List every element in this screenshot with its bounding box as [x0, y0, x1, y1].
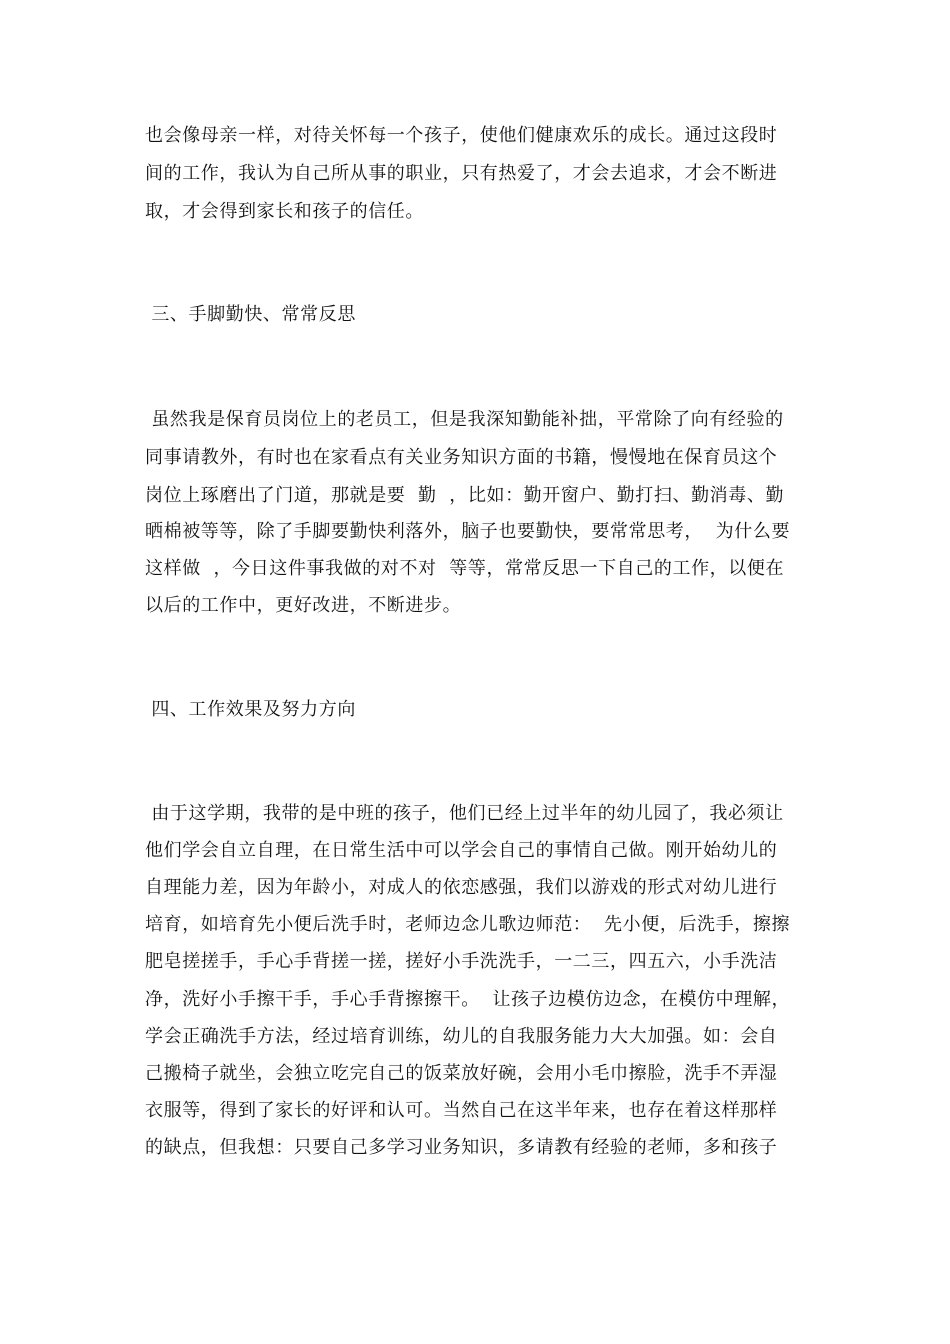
section-heading-3: 三、手脚勤快、常常反思	[145, 304, 356, 325]
paragraph-line: 培育，如培育先小便后洗手时，老师边念儿歌边师范： 先小便，后洗手，擦擦	[145, 914, 791, 935]
paragraph-line: 晒棉被等等，除了手脚要勤快利落外，脑子也要勤快，要常常思考， 为什么要	[145, 521, 791, 542]
paragraph-line: 衣服等，得到了家长的好评和认可。当然自己在这半年来，也存在着这样那样	[145, 1100, 778, 1121]
paragraph-line: 间的工作，我认为自己所从事的职业，只有热爱了，才会去追求，才会不断进	[145, 163, 778, 184]
paragraph-line: 自理能力差，因为年龄小，对成人的依恋感强，我们以游戏的形式对幼儿进行	[145, 877, 778, 898]
paragraph-line: 的缺点，但我想：只要自己多学习业务知识，多请教有经验的老师，多和孩子	[145, 1137, 778, 1158]
paragraph-line: 己搬椅子就坐，会独立吃完自己的饭菜放好碗，会用小毛巾擦脸，洗手不弄湿	[145, 1063, 778, 1084]
paragraph-line: 由于这学期，我带的是中班的孩子，他们已经上过半年的幼儿园了，我必须让	[145, 803, 784, 824]
paragraph-line: 肥皂搓搓手，手心手背搓一搓，搓好小手洗洗手，一二三，四五六，小手洗洁	[145, 951, 778, 972]
section-heading-4: 四、工作效果及努力方向	[145, 699, 356, 720]
paragraph-line: 也会像母亲一样，对待关怀每一个孩子，使他们健康欢乐的成长。通过这段时	[145, 125, 778, 146]
paragraph-line: 这样做 ，今日这件事我做的对不对 等等，常常反思一下自己的工作，以便在	[145, 558, 785, 579]
paragraph-line: 岗位上琢磨出了门道，那就是要 勤 ，比如：勤开窗户、勤打扫、勤消毒、勤	[145, 485, 785, 506]
paragraph-line: 他们学会自立自理，在日常生活中可以学会自己的事情自己做。刚开始幼儿的	[145, 840, 778, 861]
paragraph-line: 同事请教外，有时也在家看点有关业务知识方面的书籍，慢慢地在保育员这个	[145, 447, 778, 468]
paragraph-line: 虽然我是保育员岗位上的老员工，但是我深知勤能补拙，平常除了向有经验的	[145, 409, 784, 430]
paragraph-line: 学会正确洗手方法，经过培育训练，幼儿的自我服务能力大大加强。如：会自	[145, 1026, 778, 1047]
paragraph-line: 以后的工作中，更好改进，不断进步。	[145, 595, 462, 616]
paragraph-line: 取，才会得到家长和孩子的信任。	[145, 201, 424, 222]
paragraph-line: 净，洗好小手擦干手，手心手背擦擦干。 让孩子边模仿边念，在模仿中理解，	[145, 989, 791, 1010]
